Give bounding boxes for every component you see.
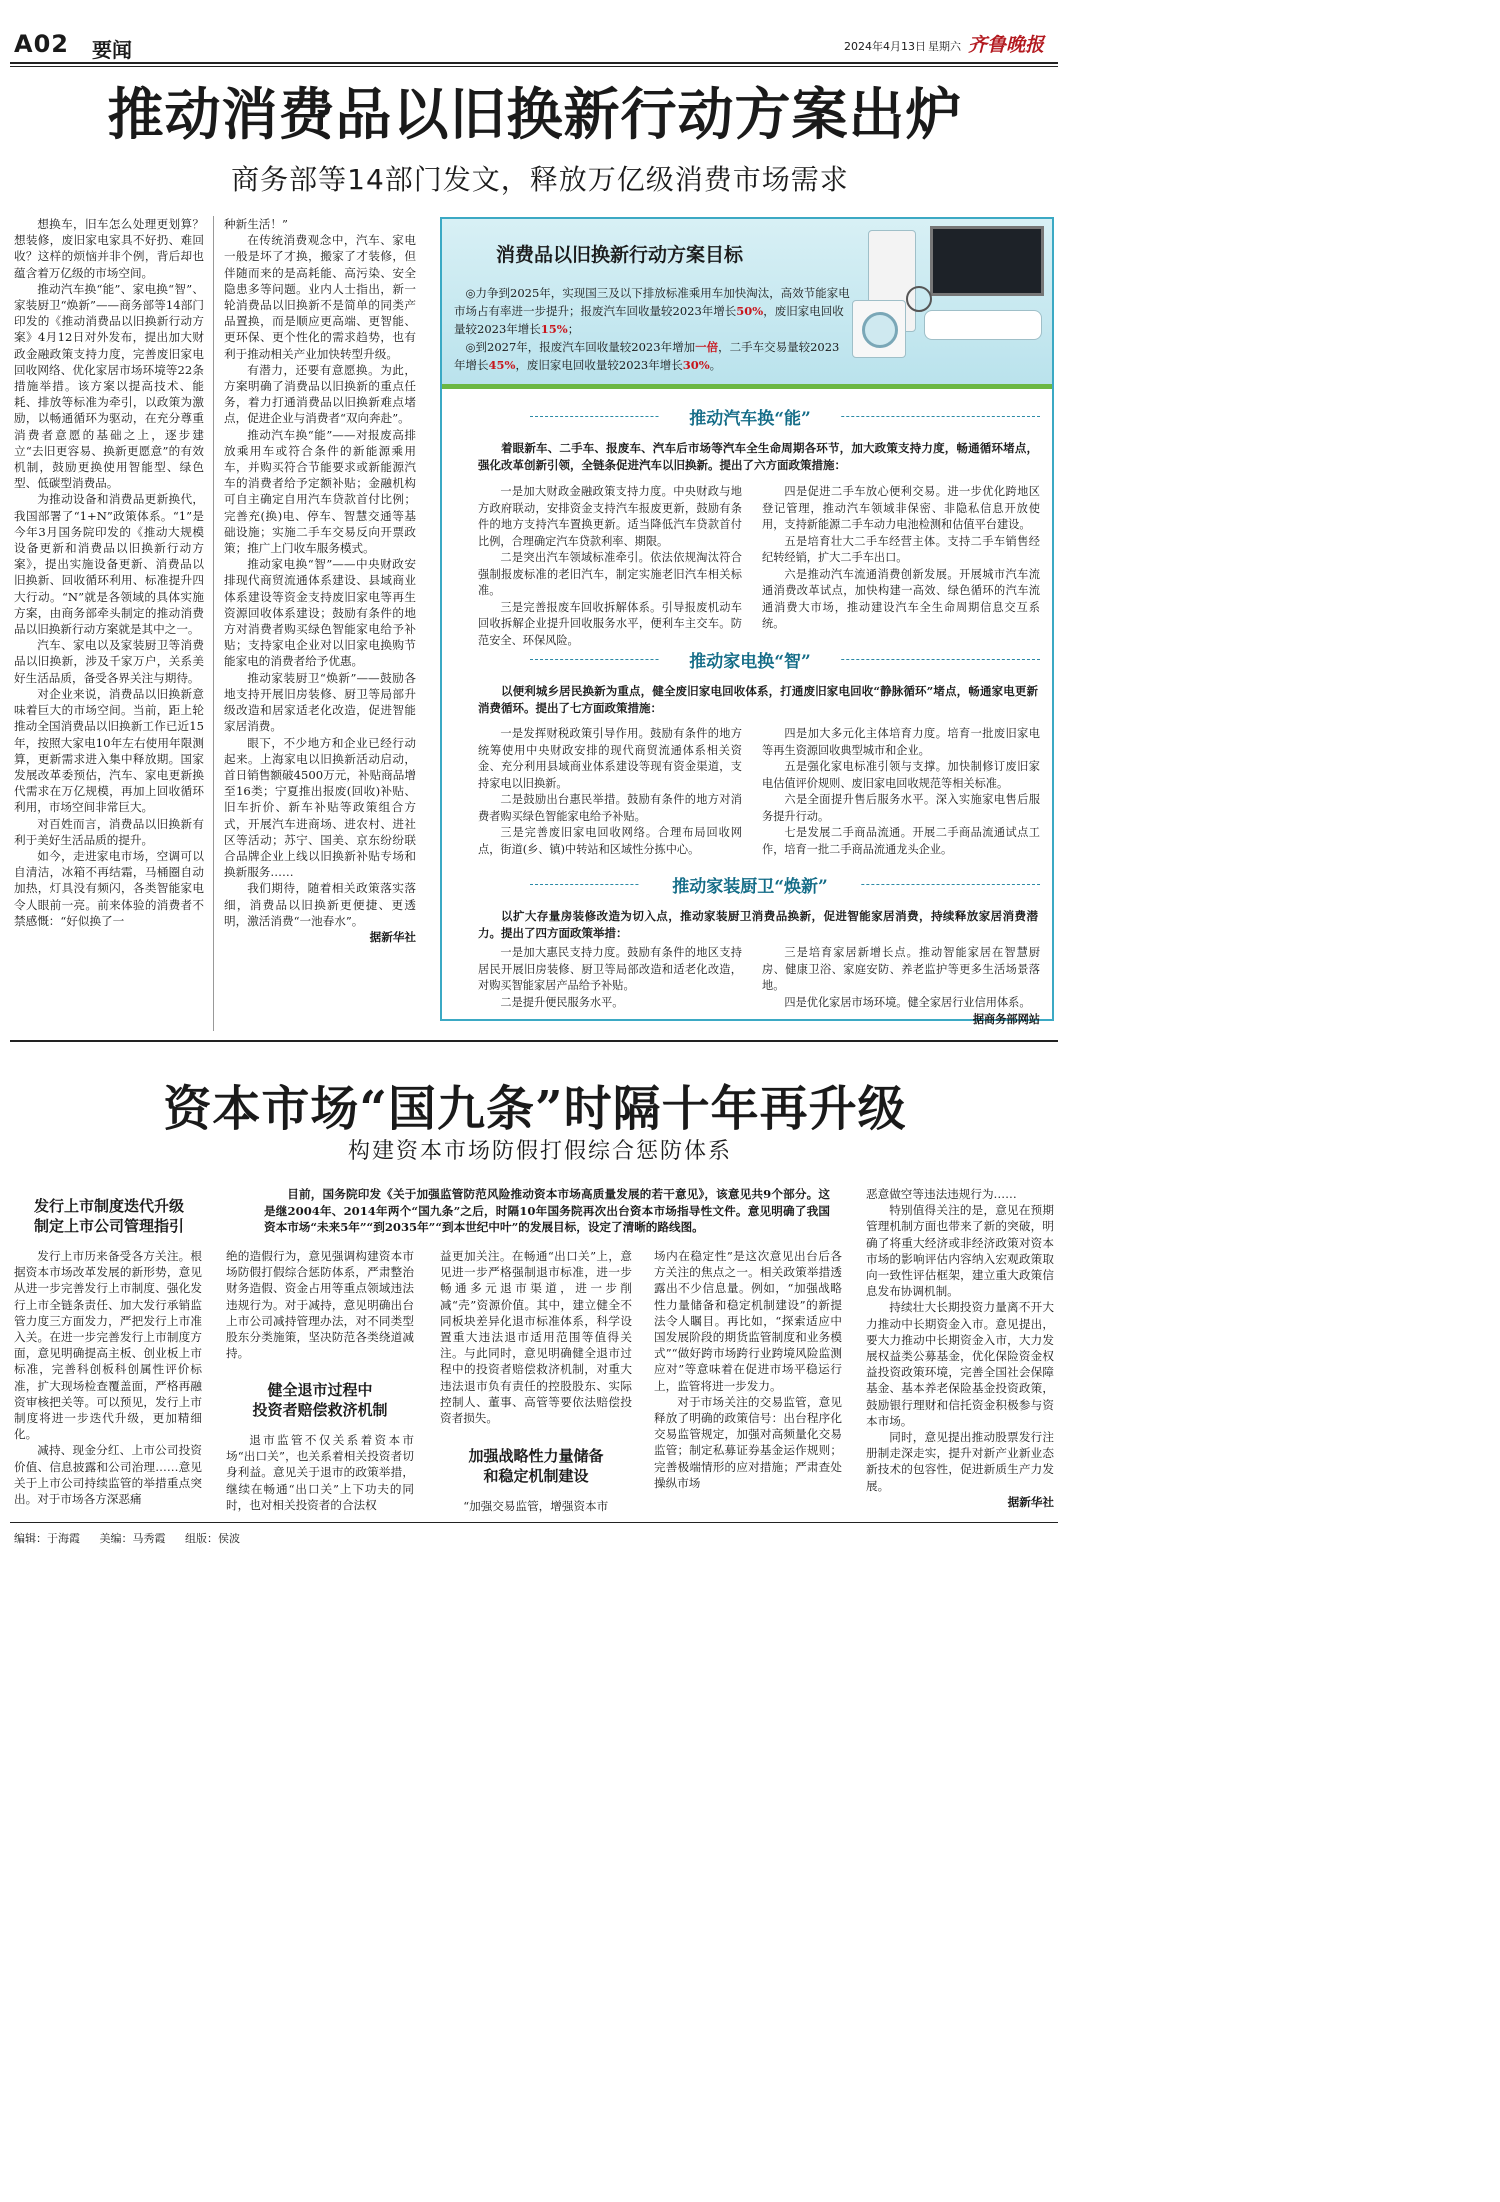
article2-subhead: 构建资本市场防假打假综合惩防体系 xyxy=(347,1139,732,1164)
fan-icon xyxy=(906,286,932,312)
home-section-heading: 推动家装厨卫“焕新” xyxy=(640,872,860,897)
car-section-heading: 推动汽车换“能” xyxy=(660,404,840,429)
appliance-measures-right: 四是加大多元化主体培育力度。培育一批废旧家电等再生资源回收典型城市和企业。 五是强化家电标准引领与支撑。加快制修订废旧家电估值评价规则、废旧家电回收规范等相关标准。 六是全面提升售后服务水平。深入实施家电售后服务提升行动。 七是发展二手商品流通。开展二手商品流通试点工作，培育一批二手商品流通龙头企业。 xyxy=(762,727,1040,856)
article2-lead: 目前，国务院印发《关于加强监管防范风险推动资本市场高质量发展的若干意见》，该意见共9个部分。这是继2004年、2014年两个“国九条”之后，时隔10年国务院再次出台资本市场指导性文件。意见明确了我国资本市场“未来5年”“到2035年”“到本世纪中叶”的发展目标，设定了清晰的路线图。 xyxy=(264,1187,830,1234)
paragraph: 如今，走进家电市场，空调可以自清洁，冰箱不再结霜，马桶圈自动加热，灯具没有频闪，各类智能家电令人眼前一亮。前来体验的消费者不禁感慨：“好似换了一 xyxy=(14,848,204,928)
home-section-intro: 以扩大存量房装修改造为切入点，推动家装厨卫消费品换新，促进智能家居消费，持续释放家居消费潜力。提出了四方面政策举措： xyxy=(478,909,1038,940)
issue-weekday: 星期六 xyxy=(928,40,961,53)
paragraph: 对企业来说，消费品以旧换新意味着巨大的市场空间。当前，距上轮推动全国消费品以旧换新工作已近15年，按照大家电10年左右使用年限测算，更新需求进入集中释放期。国家发展改革委预估，汽车、家电更新换代需求在万亿规模，再加上回收循环利用，市场空间非常巨大。 xyxy=(14,686,204,815)
paragraph: 为推动设备和消费品更新换代，我国部署了“1+N”政策体系。“1”是今年3月国务院印发的《推动大规模设备更新和消费品以旧换新行动方案》，提出实施设备更新、消费品以旧换新、回收循环利用、标准提升四大行动。“N”就是各领域的具体实施方案，由商务部牵头制定的推动消费品以旧换新行动方案就是其中之一。 xyxy=(14,492,204,637)
car-measures-left: 一是加大财政金融政策支持力度。中央财政与地方政府联动，安排资金支持汽车报废更新，鼓励有条件的地方支持汽车置换更新。适当降低汽车贷款首付比例，合理确定汽车贷款利率、期限。 二是突出汽车领域标准牵引。依法依规淘汰符合强制报废标准的老旧汽车，制定实施老旧汽车相关标准。 三是完善报废车回收拆解体系。引导报废机动车回收拆解企业提升回收服务水平，便利车主交车。防范安全、环保风险。 xyxy=(478,485,742,647)
newspaper-logo: 齐鲁晚报 xyxy=(968,34,1045,56)
paragraph: 汽车、家电以及家装厨卫等消费品以旧换新，涉及千家万户，关系美好生活品质，备受各界关注与期待。 xyxy=(14,638,204,685)
paragraph: 推动家电换“智”——中央财政安排现代商贸流通体系建设、县域商业体系建设等资金支持废旧家电等再生资源回收体系建设；鼓励有条件的地方对消费者购买绿色智能家电给予补贴；支持家电企业对以旧家电换购节能家电的消费者给予优惠。 xyxy=(224,557,416,669)
infobox-goals xyxy=(454,284,850,374)
footer-rule xyxy=(10,1522,1058,1523)
washer-door-icon xyxy=(862,312,898,348)
appliance-measures-left: 一是发挥财税政策引导作用。鼓励有条件的地方统筹使用中央财政安排的现代商贸流通体系相关资金、充分利用县域商业体系建设等现有资金渠道，支持家电以旧换新。 二是鼓励出台惠民举措。鼓励有条件的地方对消费者购买绿色智能家电给予补贴。 三是完善废旧家电回收网络。合理布局回收网点，街道(乡、镇)中转站和区域性分拣中心。 xyxy=(478,727,742,856)
footer-editor: 编辑：于海霞 xyxy=(14,1532,80,1545)
article2-col3: 益更加关注。在畅通“出口关”上，意见进一步严格强制退市标准，进一步畅通多元退市渠道，进一步削减“壳”资源价值。其中，建立健全不同板块差异化退市标准体系，科学设置重大违法退市适用范围等值得关注。与此同时，意见明确健全退市过程中的投资者赔偿救济机制，对重大违法退市负有责任的控股股东、实际控制人、董事、高管等要依法赔偿投资者损失。 xyxy=(440,1249,632,1426)
appliance-section-heading: 推动家电换“智” xyxy=(660,647,840,672)
article2-subheading-3: 加强战略性力量储备 和稳定机制建设 xyxy=(468,1447,604,1485)
home-measures-right: 三是培育家居新增长点。推动智能家居在智慧厨房、健康卫浴、家庭安防、养老监护等更多生活场景落地。 四是优化家居市场环境。健全家居行业信用体系。 据商务部网站 xyxy=(762,946,1040,1026)
paragraph: 我们期待，随着相关政策落实落细，消费品以旧换新更便捷、更透明，激活消费“一池春水”。 xyxy=(224,881,416,928)
paragraph: 推动汽车换“能”——对报废高排放乘用车或符合条件的新能源乘用车，并购买符合节能要求或新能源汽车的消费者给予定额补贴；金融机构可自主确定自用汽车贷款首付比例；完善充(换)电、停车、智慧交通等基础设施；实施二手车交易反向开票政策；推广上门收车服务模式。 xyxy=(224,427,416,556)
goal-2025: ◎力争到2025年，实现国三及以下排放标准乘用车加快淘汰，高效节能家电市场占有率进一步提升；报废汽车回收量较2023年增长50%，废旧家电回收量较2023年增长15%； xyxy=(454,286,850,336)
issue-date: 2024年4月13日 xyxy=(844,40,926,53)
article2-col4: 场内在稳定性”是这次意见出台后各方关注的焦点之一。相关政策举措透露出不少信息量。例如，“加强战略性力量储备和稳定机制建设”的新提法令人瞩目。再比如，“探索适应中国发展阶段的期货监管制度和业务模式”“做好跨市场跨行业跨境风险监测应对”等意味着在促进市场平稳运行上，监管将进一步发力。 对于市场关注的交易监管，意见释放了明确的政策信号：出台程序化交易监管规定，加强对高频量化交易监管；制定私募证券基金运作规则；完善极端情形的应对措施；严肃查处操纵市场 xyxy=(654,1249,842,1490)
article-separator xyxy=(10,1040,1058,1042)
appliance-section-intro: 以便利城乡居民换新为重点，健全废旧家电回收体系，打通废旧家电回收“静脉循环”堵点，畅通家电更新消费循环。提出了七方面政策措施： xyxy=(478,684,1038,715)
masthead-rule xyxy=(10,62,1058,64)
car-measures-right: 四是促进二手车放心便利交易。进一步优化跨地区登记管理，推动汽车领域非保密、非隐私信息开放使用，支持新能源二手车动力电池检测和估值平台建设。 五是培育壮大二手车经营主体。支持二手车销售经纪转经销，扩大二手车出口。 六是推动汽车流通消费创新发展。开展城市汽车流通消费改革试点，加快构建一高效、绿色循环的汽车流通消费大市场，推动建设汽车全生命周期信息交互系统。 xyxy=(762,485,1040,630)
paragraph: 在传统消费观念中，汽车、家电一般是坏了才换，搬家了才装修，但伴随而来的是高耗能、高污染、安全隐患多等问题。业内人士指出，新一轮消费品以旧换新不是简单的同类产品置换，而是顺应更高端、更智能、更环保、更个性化的需求趋势，也有利于推动相关产业加快转型升级。 xyxy=(224,233,416,361)
masthead-rule-thin xyxy=(10,66,1058,67)
tv-icon xyxy=(930,226,1044,296)
article2-credit: 据新华社 xyxy=(1007,1494,1054,1509)
article1-credit: 据新华社 xyxy=(369,929,416,944)
paragraph: 想换车，旧车怎么处理更划算？想装修，废旧家电家具不好扔、难回收？这样的烦恼并非个例，背后却也蕴含着万亿级的市场空间。 xyxy=(14,217,204,280)
paragraph: 种新生活！” xyxy=(224,217,288,231)
article2-col1: 发行上市历来备受各方关注。根据资本市场改革发展的新形势，意见从进一步完善发行上市制度、强化发行上市全链条责任、加大发行承销监管力度三方面发力，严把发行上市准入关。在进一步完善发行上市制度方面，意见明确提高主板、创业板上市标准，完善科创板科创属性评价标准，扩大现场检查覆盖面，严格再融资审核把关等。可以预见，发行上市制度将进一步迭代升级，更加精细化。 减持、现金分红、上市公司投资价值、信息披露和公司治理……意见关于上市公司持续监管的举措重点突出。对于市场各方深恶痛 xyxy=(14,1249,202,1507)
article1-headline: 推动消费品以旧换新行动方案出炉 xyxy=(107,82,963,148)
column-divider xyxy=(213,216,214,1031)
infobox-title: 消费品以旧换新行动方案目标 xyxy=(496,244,744,266)
footer-layout: 组版：侯波 xyxy=(185,1532,240,1545)
article2-col2: 绝的造假行为，意见强调构建资本市场防假打假综合惩防体系，严肃整治财务造假、资金占用等重点领域违法违规行为。对于减持，意见明确出台上市公司减持管理办法，对不同类型股东分类施策，坚决防范各类绕道减持。 xyxy=(226,1249,414,1361)
article1-col1 xyxy=(14,216,204,929)
air-conditioner-icon xyxy=(924,310,1042,340)
article2-headline: 资本市场“国九条”时隔十年再升级 xyxy=(163,1081,907,1137)
paragraph: 推动家装厨卫“焕新”——鼓励各地支持开展旧房装修、厨卫等局部升级改造和居家适老化改造，促进智能家居消费。 xyxy=(224,670,416,734)
banner-stripe xyxy=(442,384,1052,389)
article2-subheading-1: 发行上市制度迭代升级 制定上市公司管理指引 xyxy=(33,1197,184,1235)
home-measures-left: 一是加大惠民支持力度。鼓励有条件的地区支持居民开展旧房装修、厨卫等局部改造和适老化改造，对购买智能家居产品给予补贴。 二是提升便民服务水平。 xyxy=(478,946,742,1009)
infobox-credit: 据商务部网站 xyxy=(972,1012,1040,1026)
article2-col3b: “加强交易监管，增强资本市 xyxy=(463,1499,609,1513)
article2-col2b: 退市监管不仅关系着资本市场“出口关”，也关系着相关投资者切身利益。意见关于退市的政策举措，继续在畅通“出口关”上下功夫的同时，也对相关投资者的合法权 xyxy=(226,1433,414,1512)
goal-2027: ◎到2027年，报废汽车回收量较2023年增加一倍，二手车交易量较2023年增长45%，废旧家电回收量较2023年增长30%。 xyxy=(454,340,840,372)
paragraph: 对百姓而言，消费品以旧换新有利于美好生活品质的提升。 xyxy=(14,816,204,847)
section-name: 要闻 xyxy=(92,38,132,62)
car-section-intro: 着眼新车、二手车、报废车、汽车后市场等汽车全生命周期各环节，加大政策支持力度，畅通循环堵点，强化改革创新引领，全链条促进汽车以旧换新。提出了六方面政策措施： xyxy=(478,441,1038,472)
paragraph: 眼下，不少地方和企业已经行动起来。上海家电以旧换新活动启动，首日销售额破4500万元，补贴商品增至16类；宁夏推出报废(回收)补贴、旧车折价、新车补贴等政策组合方式，开展汽车进商场、进农村、进社区等活动；苏宁、国美、京东纷纷联合品牌企业上线以旧换新补贴专场和换新服务…… xyxy=(224,735,416,880)
footer-designer: 美编：马秀霞 xyxy=(99,1532,166,1545)
paragraph: 推动汽车换“能”、家电换“智”、家装厨卫“焕新”——商务部等14部门印发的《推动消费品以旧换新行动方案》4月12日对外发布，提出加大财政金融政策支持力度，完善废旧家电回收网络、优化家居市场环境等22条措施举措。该方案以提高技术、能耗、排放等标准为牵引，以政策为激励，以畅通循环为驱动，在充分尊重消费者意愿的基础之上，逐步建立“去旧更容易、换新更愿意”的有效机制，鼓励更换使用智能型、绿色型、低碳型消费品。 xyxy=(14,281,204,491)
page-number: A02 xyxy=(14,30,69,58)
article1-col2 xyxy=(224,216,416,945)
article2-subheading-2: 健全退市过程中 投资者赔偿救济机制 xyxy=(252,1381,388,1419)
article1-subhead: 商务部等14部门发文，释放万亿级消费市场需求 xyxy=(231,163,849,196)
paragraph: 有潜力，还要有意愿换。为此，方案明确了消费品以旧换新的重点任务，着力打通消费品以旧换新难点堵点，促进企业与消费者“双向奔赴”。 xyxy=(224,362,416,426)
article2-col5: 恶意做空等违法违规行为…… 特别值得关注的是，意见在预期管理机制方面也带来了新的突破，明确了将重大经济或非经济政策对资本市场的影响评估内容纳入宏观政策取向一致性评估框架，建立重大政策信息发布协调机制。 持续壮大长期投资力量离不开大力推动中长期资金入市。意见提出，要大力推动中长期资金入市，大力发展权益类公募基金，优化保险资金权益投资政策环境，完善全国社会保障基金、基本养老保险基金投资政策，鼓励银行理财和信托资金积极参与资本市场。 同时，意见提出推动股票发行注册制走深走实，提升对新产业新业态新技术的包容性，促进新质生产力发展。 据新华社 xyxy=(866,1187,1054,1509)
footer-credits xyxy=(14,1530,256,1546)
